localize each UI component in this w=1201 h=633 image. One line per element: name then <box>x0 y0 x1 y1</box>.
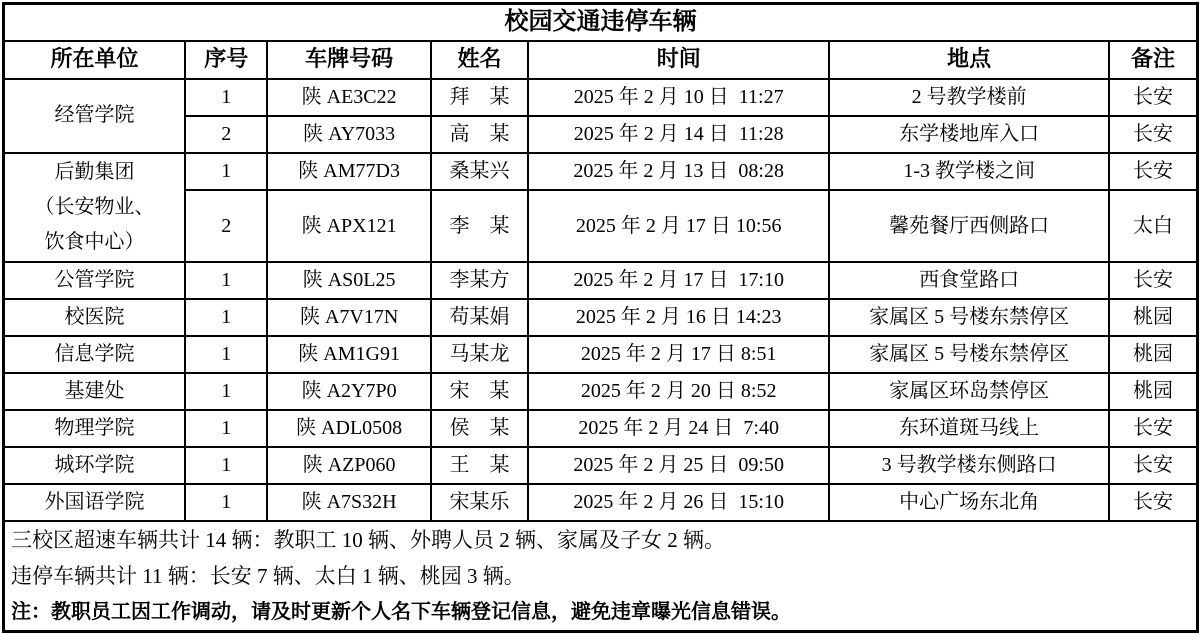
remark-cell: 长安 <box>1109 447 1197 484</box>
name-cell: 王 某 <box>431 447 528 484</box>
table-row <box>4 447 1198 484</box>
time-cell: 2025 年 2 月 17 日 17:10 <box>528 262 829 299</box>
plate-cell: 陕 AS0L25 <box>267 262 431 299</box>
name-cell: 苟某娟 <box>431 299 528 336</box>
time-cell: 2025 年 2 月 24 日 7:40 <box>528 410 829 447</box>
remark-cell: 长安 <box>1109 484 1197 521</box>
unit-cell: 信息学院 <box>4 336 186 373</box>
remark-cell: 太白 <box>1109 190 1197 262</box>
col-header-unit: 所在单位 <box>4 41 186 79</box>
table-row <box>4 484 1198 521</box>
time-cell: 2025 年 2 月 14 日 11:28 <box>528 116 829 153</box>
seq-cell: 1 <box>185 410 267 447</box>
seq-cell: 2 <box>185 190 267 262</box>
table-row <box>4 79 1198 116</box>
footer-note-text: 注：教职员工因工作调动，请及时更新个人名下车辆登记信息，避免违章曝光信息错误。 <box>11 600 791 623</box>
place-cell: 家属区 5 号楼东禁停区 <box>829 299 1109 336</box>
table-row <box>4 153 1198 190</box>
table-row <box>4 299 1198 336</box>
unit-cell: 物理学院 <box>4 410 186 447</box>
name-cell: 李某方 <box>431 262 528 299</box>
place-cell: 2 号教学楼前 <box>829 79 1109 116</box>
footer-cell <box>4 521 1198 632</box>
table-row <box>4 410 1198 447</box>
col-header-remark: 备注 <box>1109 41 1197 79</box>
unit-cell: 后勤集团 （长安物业、 饮食中心） <box>4 153 186 262</box>
unit-cell: 基建处 <box>4 373 186 410</box>
seq-cell: 1 <box>185 373 267 410</box>
unit-cell: 城环学院 <box>4 447 186 484</box>
remark-cell: 长安 <box>1109 153 1197 190</box>
place-cell: 馨苑餐厅西侧路口 <box>829 190 1109 262</box>
plate-cell: 陕 APX121 <box>267 190 431 262</box>
name-cell: 高 某 <box>431 116 528 153</box>
plate-cell: 陕 AM77D3 <box>267 153 431 190</box>
name-cell: 宋 某 <box>431 373 528 410</box>
place-cell: 3 号教学楼东侧路口 <box>829 447 1109 484</box>
plate-cell: 陕 A2Y7P0 <box>267 373 431 410</box>
time-cell: 2025 年 2 月 10 日 11:27 <box>528 79 829 116</box>
table-row <box>4 262 1198 299</box>
remark-cell: 长安 <box>1109 262 1197 299</box>
name-cell: 拜 某 <box>431 79 528 116</box>
unit-cell: 外国语学院 <box>4 484 186 521</box>
plate-cell: 陕 A7V17N <box>267 299 431 336</box>
time-cell: 2025 年 2 月 17 日 8:51 <box>528 336 829 373</box>
remark-cell: 长安 <box>1109 410 1197 447</box>
remark-cell: 桃园 <box>1109 373 1197 410</box>
unit-cell: 经管学院 <box>4 79 186 153</box>
time-cell: 2025 年 2 月 25 日 09:50 <box>528 447 829 484</box>
parking-summary-text: 违停车辆共计 11 辆：长安 7 辆、太白 1 辆、桃园 3 辆。 <box>11 563 525 588</box>
place-cell: 西食堂路口 <box>829 262 1109 299</box>
time-cell: 2025 年 2 月 16 日 14:23 <box>528 299 829 336</box>
plate-cell: 陕 AM1G91 <box>267 336 431 373</box>
place-cell: 家属区 5 号楼东禁停区 <box>829 336 1109 373</box>
place-cell: 家属区环岛禁停区 <box>829 373 1109 410</box>
time-cell: 2025 年 2 月 13 日 08:28 <box>528 153 829 190</box>
time-cell: 2025 年 2 月 20 日 8:52 <box>528 373 829 410</box>
col-header-time: 时间 <box>528 41 829 79</box>
seq-cell: 1 <box>185 336 267 373</box>
unit-cell: 校医院 <box>4 299 186 336</box>
seq-cell: 1 <box>185 153 267 190</box>
seq-cell: 1 <box>185 299 267 336</box>
table-title: 校园交通违停车辆 <box>4 4 1198 41</box>
seq-cell: 1 <box>185 79 267 116</box>
name-cell: 桑某兴 <box>431 153 528 190</box>
col-header-plate: 车牌号码 <box>267 41 431 79</box>
time-cell: 2025 年 2 月 17 日 10:56 <box>528 190 829 262</box>
plate-cell: 陕 ADL0508 <box>267 410 431 447</box>
remark-cell: 长安 <box>1109 79 1197 116</box>
seq-cell: 1 <box>185 484 267 521</box>
plate-cell: 陕 AE3C22 <box>267 79 431 116</box>
name-cell: 马某龙 <box>431 336 528 373</box>
place-cell: 中心广场东北角 <box>829 484 1109 521</box>
footer-row <box>4 521 1198 632</box>
col-header-seq: 序号 <box>185 41 267 79</box>
plate-cell: 陕 AY7033 <box>267 116 431 153</box>
col-header-place: 地点 <box>829 41 1109 79</box>
plate-cell: 陕 A7S32H <box>267 484 431 521</box>
time-cell: 2025 年 2 月 26 日 15:10 <box>528 484 829 521</box>
header-row <box>4 41 1198 79</box>
violation-table <box>2 2 1199 633</box>
name-cell: 李 某 <box>431 190 528 262</box>
remark-cell: 桃园 <box>1109 336 1197 373</box>
place-cell: 东环道斑马线上 <box>829 410 1109 447</box>
table-row <box>4 336 1198 373</box>
remark-cell: 桃园 <box>1109 299 1197 336</box>
title-row <box>4 4 1198 41</box>
remark-cell: 长安 <box>1109 116 1197 153</box>
seq-cell: 1 <box>185 262 267 299</box>
place-cell: 东学楼地库入口 <box>829 116 1109 153</box>
table-row <box>4 373 1198 410</box>
seq-cell: 2 <box>185 116 267 153</box>
place-cell: 1-3 教学楼之间 <box>829 153 1109 190</box>
name-cell: 侯 某 <box>431 410 528 447</box>
unit-cell: 公管学院 <box>4 262 186 299</box>
seq-cell: 1 <box>185 447 267 484</box>
plate-cell: 陕 AZP060 <box>267 447 431 484</box>
name-cell: 宋某乐 <box>431 484 528 521</box>
col-header-name: 姓名 <box>431 41 528 79</box>
speeding-summary-text: 三校区超速车辆共计 14 辆：教职工 10 辆、外聘人员 2 辆、家属及子女 2 辆。 <box>11 527 725 552</box>
